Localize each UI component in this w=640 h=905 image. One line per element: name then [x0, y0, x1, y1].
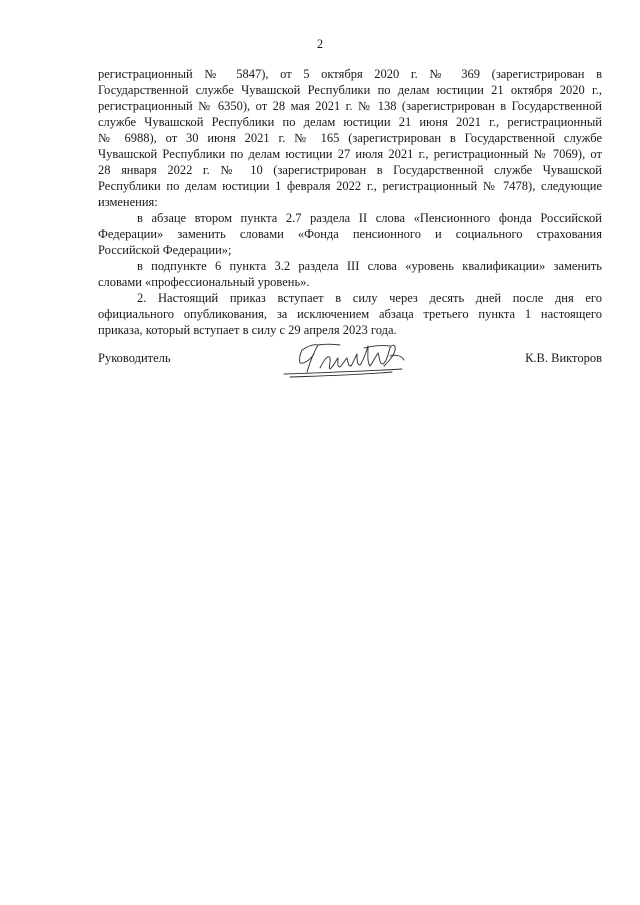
body-line: 28 января 2022 г. № 10 (зарегистрирован в Государственной службе Чувашской — [98, 163, 602, 177]
paragraph-first-line: в подпункте 6 пункта 3.2 раздела III слова «уровень квалификации» заменить — [137, 259, 602, 273]
body-line: Федерации» заменить словами «Фонда пенсионного и социального страхования — [98, 227, 602, 241]
body-line: регистрационный № 6350), от 28 мая 2021 г. № 138 (зарегистрирован в Государственной — [98, 99, 602, 113]
handwritten-signature — [280, 336, 418, 382]
body-line: Российской Федерации»; — [98, 243, 232, 257]
body-line: словами «профессиональный уровень». — [98, 275, 310, 289]
body-line: службе Чувашской Республики по делам юстиции 21 июня 2021 г., регистрационный — [98, 115, 602, 129]
signer-title: Руководитель — [98, 351, 171, 365]
body-line: регистрационный № 5847), от 5 октября 2020 г. № 369 (зарегистрирован в — [98, 67, 602, 81]
body-line: Государственной службе Чувашской Республики по делам юстиции 21 октября 2020 г., — [98, 83, 602, 97]
signer-name: К.В. Викторов — [525, 351, 602, 365]
paragraph-first-line: в абзаце втором пункта 2.7 раздела II слова «Пенсионного фонда Российской — [137, 211, 602, 225]
body-line: официального опубликования, за исключением абзаца третьего пункта 1 настоящего — [98, 307, 602, 321]
signature-block — [98, 350, 602, 380]
body-line: № 6988), от 30 июня 2021 г. № 165 (зарегистрирован в Государственной службе — [98, 131, 602, 145]
page-number: 2 — [316, 37, 324, 51]
body-line: Республики по делам юстиции 1 февраля 2022 г., регистрационный № 7478), следующие — [98, 179, 602, 193]
body-line: изменения: — [98, 195, 158, 209]
body-line: Чувашской Республики по делам юстиции 27 июля 2021 г., регистрационный № 7069), от — [98, 147, 602, 161]
body-line: приказа, который вступает в силу с 29 апреля 2023 года. — [98, 323, 397, 337]
paragraph-first-line: 2. Настоящий приказ вступает в силу через десять дней после дня его — [137, 291, 602, 305]
